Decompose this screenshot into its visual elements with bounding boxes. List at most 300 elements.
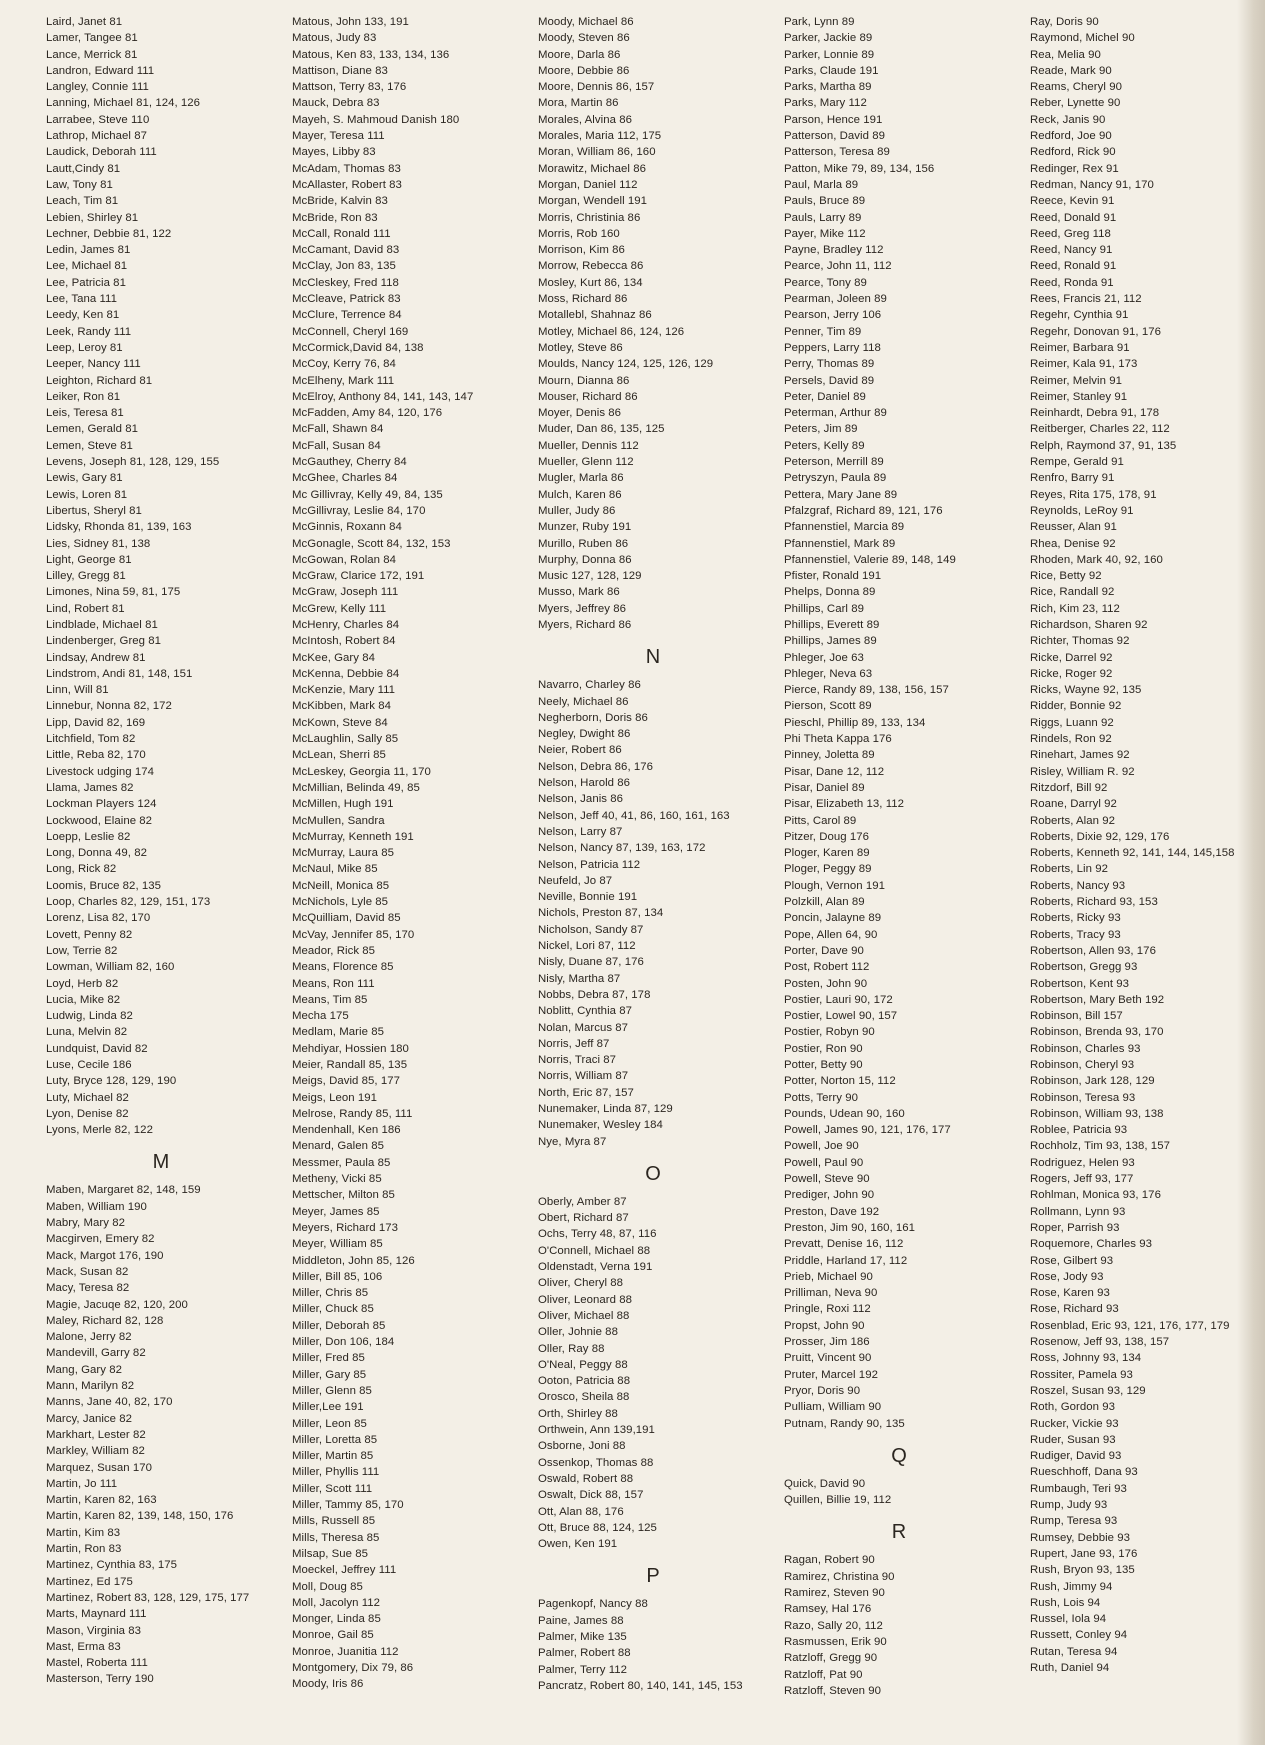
index-entry: Rasmussen, Erik 90	[784, 1635, 887, 1648]
index-entry: McKibben, Mark 84	[292, 700, 391, 713]
index-entry: Ploger, Karen 89	[784, 847, 870, 860]
section-letter-o: O	[645, 1162, 661, 1185]
index-entry: Lind, Robert 81	[46, 602, 125, 615]
index-entry: Nelson, Larry 87	[538, 825, 623, 838]
index-entry: Nelson, Nancy 87, 139, 163, 172	[538, 842, 706, 855]
index-entry: Palmer, Terry 112	[538, 1663, 628, 1676]
index-entry: Pitts, Carol 89	[784, 814, 857, 827]
index-entry: Mang, Gary 82	[46, 1363, 122, 1376]
index-entry: Navarro, Charley 86	[538, 679, 641, 692]
index-entry: Poncin, Jalayne 89	[784, 912, 882, 925]
index-entry: Palmer, Robert 88	[538, 1647, 631, 1660]
index-entry: Phi Theta Kappa 176	[784, 733, 892, 746]
index-entry: Mabry, Mary 82	[46, 1217, 125, 1230]
index-entry: Nicholson, Sandy 87	[538, 923, 644, 936]
index-entry: Renfro, Barry 91	[1030, 472, 1115, 485]
index-entry: Reynolds, LeRoy 91	[1030, 504, 1134, 517]
index-entry: Roberts, Nancy 93	[1030, 879, 1126, 892]
index-entry: Murphy, Donna 86	[538, 553, 632, 566]
index-entry: Reitberger, Charles 22, 112	[1030, 423, 1170, 436]
index-entry: Meier, Randall 85, 135	[292, 1059, 408, 1071]
index-entry: Pfalzgraf, Richard 89, 121, 176	[784, 504, 943, 517]
index-entry: Mulch, Karen 86	[538, 488, 622, 501]
index-entry: Lockwood, Elaine 82	[46, 814, 153, 827]
index-entry: Meyer, William 85	[292, 1238, 383, 1251]
index-entry: Morales, Maria 112, 175	[538, 130, 662, 143]
index-entry: Moore, Dennis 86, 157	[538, 81, 655, 94]
index-entry: Phelps, Donna 89	[784, 586, 876, 599]
index-entry: Pierson, Scott 89	[784, 700, 872, 713]
index-entry: Parks, Claude 191	[784, 64, 879, 77]
index-entry: Mendenhall, Ken 186	[292, 1124, 401, 1137]
index-column-5	[1030, 14, 1240, 1676]
index-entry: Loepp, Leslie 82	[46, 830, 131, 843]
index-entry: Rochholz, Tim 93, 138, 157	[1030, 1140, 1170, 1153]
index-entry: Luse, Cecile 186	[46, 1059, 132, 1071]
index-entry: McLaughlin, Sally 85	[292, 733, 399, 746]
index-entry: Rogers, Jeff 93, 177	[1030, 1173, 1134, 1186]
index-entry: Markhart, Lester 82	[46, 1428, 146, 1441]
index-entry: Petryszyn, Paula 89	[784, 472, 887, 485]
index-entry: Perry, Thomas 89	[784, 358, 875, 371]
index-entry: Pinney, Joletta 89	[784, 749, 875, 762]
index-entry: Marcy, Janice 82	[46, 1412, 133, 1425]
index-entry: Pearce, John 11, 112	[784, 260, 892, 273]
index-entry: Riggs, Luann 92	[1030, 716, 1114, 729]
index-entry: Maben, Margaret 82, 148, 159	[46, 1184, 201, 1197]
index-entry: Nisly, Martha 87	[538, 972, 621, 985]
index-entry: Meigs, David 85, 177	[292, 1075, 401, 1088]
index-entry: Mourn, Dianna 86	[538, 374, 630, 387]
index-entry: Roane, Darryl 92	[1030, 798, 1117, 811]
index-entry: Patterson, David 89	[784, 130, 885, 143]
index-entry: Miller, Chuck 85	[292, 1303, 374, 1316]
index-entry: McMurray, Laura 85	[292, 847, 394, 860]
index-entry: Ramirez, Christina 90	[784, 1570, 895, 1583]
index-entry: Oliver, Cheryl 88	[538, 1277, 624, 1290]
index-entry: Post, Robert 112	[784, 961, 870, 974]
index-entry: McBride, Kalvin 83	[292, 195, 388, 208]
index-entry: Raymond, Michel 90	[1030, 32, 1135, 45]
index-entry: Mecha 175	[292, 1010, 349, 1023]
index-entry: Manns, Jane 40, 82, 170	[46, 1396, 173, 1409]
index-entry: Lipp, David 82, 169	[46, 716, 146, 729]
index-entry: Lilley, Gregg 81	[46, 570, 126, 583]
index-entry: Leis, Teresa 81	[46, 407, 124, 420]
index-entry: Russel, Iola 94	[1030, 1613, 1107, 1626]
index-entry: Linn, Will 81	[46, 684, 109, 697]
index-entry: Litchfield, Tom 82	[46, 733, 136, 746]
index-entry: Payer, Mike 112	[784, 227, 866, 240]
index-entry: Nelson, Harold 86	[538, 777, 631, 790]
index-entry: Powell, Joe 90	[784, 1140, 859, 1153]
index-entry: Leedy, Ken 81	[46, 309, 120, 322]
index-entry: Pearce, Tony 89	[784, 276, 867, 289]
index-entry: Pauls, Bruce 89	[784, 195, 866, 208]
index-entry: Robertson, Mary Beth 192	[1030, 993, 1165, 1006]
index-entry: Moody, Iris 86	[292, 1678, 364, 1691]
index-entry: Pope, Allen 64, 90	[784, 928, 878, 941]
index-entry: Miller, Leon 85	[292, 1417, 367, 1430]
index-entry: Lowman, William 82, 160	[46, 961, 175, 974]
index-entry: Propst, John 90	[784, 1319, 865, 1332]
index-entry: Mayer, Teresa 111	[292, 130, 385, 143]
index-entry: Mueller, Dennis 112	[538, 439, 639, 452]
index-entry: Macy, Teresa 82	[46, 1282, 130, 1295]
index-entry: Rindels, Ron 92	[1030, 733, 1112, 746]
index-entry: Polzkill, Alan 89	[784, 896, 865, 909]
index-entry: Reimer, Stanley 91	[1030, 390, 1128, 403]
index-entry: Moore, Darla 86	[538, 48, 621, 61]
index-entry: Mosley, Kurt 86, 134	[538, 276, 643, 289]
index-entry: McKenzie, Mary 111	[292, 684, 396, 697]
index-entry: Linnebur, Nonna 82, 172	[46, 700, 172, 713]
index-entry: Peters, Jim 89	[784, 423, 858, 436]
index-entry: Mettscher, Milton 85	[292, 1189, 395, 1202]
index-entry: Parson, Hence 191	[784, 113, 883, 126]
index-entry: Posten, John 90	[784, 977, 868, 990]
index-entry: Reyes, Rita 175, 178, 91	[1030, 488, 1157, 501]
index-entry: McAdam, Thomas 83	[292, 162, 401, 175]
index-entry: Pauls, Larry 89	[784, 211, 862, 224]
index-entry: Ramsey, Hal 176	[784, 1603, 872, 1616]
index-entry: Lyon, Denise 82	[46, 1107, 129, 1120]
index-entry: McLean, Sherri 85	[292, 749, 386, 762]
index-entry: Pfannenstiel, Marcia 89	[784, 521, 905, 534]
index-entry: Rice, Betty 92	[1030, 570, 1102, 583]
index-entry: Pruter, Marcel 192	[784, 1368, 878, 1381]
index-entry: Regehr, Donovan 91, 176	[1030, 325, 1161, 338]
index-entry: Rice, Randall 92	[1030, 586, 1115, 599]
index-entry: Norris, Jeff 87	[538, 1037, 610, 1050]
index-entry: Miller, Scott 111	[292, 1482, 373, 1495]
index-entry: Reed, Ronald 91	[1030, 260, 1117, 273]
index-entry: Regehr, Cynthia 91	[1030, 309, 1129, 322]
index-entry: Menard, Galen 85	[292, 1140, 384, 1153]
index-entry: Nobbs, Debra 87, 178	[538, 988, 651, 1001]
index-entry: Robertson, Gregg 93	[1030, 961, 1138, 974]
index-entry: Markley, William 82	[46, 1445, 145, 1458]
index-entry: Putnam, Randy 90, 135	[784, 1417, 905, 1430]
index-entry: Pounds, Udean 90, 160	[784, 1107, 905, 1120]
index-entry: Rush, Lois 94	[1030, 1596, 1101, 1609]
index-entry: Reams, Cheryl 90	[1030, 81, 1122, 94]
index-entry: Phleger, Joe 63	[784, 651, 864, 664]
index-entry: North, Eric 87, 157	[538, 1086, 634, 1099]
index-entry: Long, Rick 82	[46, 863, 117, 876]
index-entry: Miller, Deborah 85	[292, 1319, 386, 1332]
index-entry: Leach, Tim 81	[46, 195, 119, 208]
index-entry: Potter, Norton 15, 112	[784, 1075, 896, 1088]
index-entry: Richter, Thomas 92	[1030, 635, 1130, 648]
index-entry: Roth, Gordon 93	[1030, 1401, 1115, 1414]
index-entry: Lance, Merrick 81	[46, 48, 138, 61]
index-entry: Reece, Kevin 91	[1030, 195, 1115, 208]
index-entry: McCamant, David 83	[292, 244, 400, 257]
index-entry: Martin, Ron 83	[46, 1543, 122, 1556]
index-entry: Roberts, Lin 92	[1030, 863, 1108, 876]
index-entry: Redinger, Rex 91	[1030, 162, 1119, 175]
index-entry: Mehdiyar, Hossien 180	[292, 1042, 409, 1055]
index-entry: Mouser, Richard 86	[538, 390, 638, 403]
index-entry: Morawitz, Michael 86	[538, 162, 646, 175]
index-entry: Matous, Judy 83	[292, 32, 377, 45]
index-entry: Nickel, Lori 87, 112	[538, 940, 636, 953]
index-entry: Pearman, Joleen 89	[784, 293, 887, 306]
index-entry: Lindenberger, Greg 81	[46, 635, 162, 648]
index-entry: Meyer, James 85	[292, 1205, 380, 1218]
index-entry: Reck, Janis 90	[1030, 113, 1106, 126]
index-entry: Rich, Kim 23, 112	[1030, 602, 1120, 615]
index-entry: Martinez, Ed 175	[46, 1575, 133, 1588]
index-entry: Morris, Christinia 86	[538, 211, 641, 224]
index-entry: McFall, Shawn 84	[292, 423, 384, 436]
index-entry: Rosenow, Jeff 93, 138, 157	[1030, 1336, 1170, 1349]
index-entry: Ruder, Susan 93	[1030, 1433, 1116, 1446]
index-entry: Ploger, Peggy 89	[784, 863, 872, 876]
index-entry: Matous, Ken 83, 133, 134, 136	[292, 48, 450, 61]
section-letter-q: Q	[891, 1444, 907, 1467]
index-entry: McGhee, Charles 84	[292, 472, 398, 485]
index-entry: Paul, Marla 89	[784, 178, 859, 191]
index-entry: Loop, Charles 82, 129, 151, 173	[46, 896, 211, 909]
index-entry: Lindsay, Andrew 81	[46, 651, 146, 664]
index-entry: Ragan, Robert 90	[784, 1554, 875, 1567]
index-entry: Lidsky, Rhonda 81, 139, 163	[46, 521, 192, 534]
index-entry: Nunemaker, Wesley 184	[538, 1119, 663, 1132]
index-entry: Relph, Raymond 37, 91, 135	[1030, 439, 1177, 452]
index-entry: Pearson, Jerry 106	[784, 309, 882, 322]
index-entry: Lautt,Cindy 81	[46, 162, 121, 175]
index-entry: Rohlman, Monica 93, 176	[1030, 1189, 1161, 1202]
index-entry: Peppers, Larry 118	[784, 341, 881, 354]
index-entry: Moss, Richard 86	[538, 293, 628, 306]
index-entry: McHenry, Charles 84	[292, 618, 400, 631]
index-entry: Nunemaker, Linda 87, 129	[538, 1103, 673, 1115]
index-entry: McAllaster, Robert 83	[292, 178, 402, 191]
index-entry: Nelson, Janis 86	[538, 793, 624, 806]
index-entry: Oller, Ray 88	[538, 1342, 605, 1355]
index-entry: McNaul, Mike 85	[292, 863, 378, 876]
index-entry: Pfannenstiel, Mark 89	[784, 537, 896, 550]
index-entry: Miller, Fred 85	[292, 1352, 365, 1365]
index-entry: Lemen, Gerald 81	[46, 423, 138, 436]
index-entry: Preston, Jim 90, 160, 161	[784, 1221, 916, 1234]
index-entry: Means, Florence 85	[292, 961, 394, 974]
index-entry: Rempe, Gerald 91	[1030, 456, 1124, 469]
index-entry: Muller, Judy 86	[538, 504, 616, 517]
index-entry: Ledin, James 81	[46, 244, 131, 257]
index-entry: Redford, Joe 90	[1030, 130, 1112, 143]
index-entry: Postier, Lauri 90, 172	[784, 993, 893, 1006]
index-entry: Montgomery, Dix 79, 86	[292, 1661, 414, 1674]
index-entry: McGraw, Clarice 172, 191	[292, 570, 425, 583]
index-entry: Maben, William 190	[46, 1200, 147, 1213]
index-entry: McMullen, Sandra	[292, 814, 385, 827]
index-entry: Morris, Rob 160	[538, 227, 620, 240]
index-entry: Nelson, Jeff 40, 41, 86, 160, 161, 163	[538, 809, 730, 822]
index-entry: Reimer, Melvin 91	[1030, 374, 1123, 387]
index-entry: Morgan, Daniel 112	[538, 178, 638, 191]
index-entry: O'Connell, Michael 88	[538, 1244, 651, 1257]
index-entry: Reed, Greg 118	[1030, 227, 1111, 240]
index-entry: Mattison, Diane 83	[292, 64, 388, 77]
index-entry: Razo, Sally 20, 112	[784, 1619, 883, 1632]
index-entry: Preston, Dave 192	[784, 1205, 880, 1218]
index-entry: Reade, Mark 90	[1030, 64, 1112, 77]
index-entry: Long, Donna 49, 82	[46, 847, 147, 860]
index-entry: Orosco, Sheila 88	[538, 1391, 630, 1404]
index-column-2	[292, 14, 522, 1693]
index-entry: Ramirez, Steven 90	[784, 1587, 885, 1600]
index-entry: Redford, Rick 90	[1030, 146, 1116, 159]
index-entry: Leek, Randy 111	[46, 325, 132, 338]
index-entry: Means, Tim 85	[292, 993, 368, 1006]
index-entry: Miller, Glenn 85	[292, 1384, 372, 1397]
index-entry: Pfister, Ronald 191	[784, 570, 882, 583]
index-entry: Miller, Gary 85	[292, 1368, 367, 1381]
index-entry: Ratzloff, Gregg 90	[784, 1652, 878, 1665]
index-entry: Reed, Donald 91	[1030, 211, 1117, 224]
index-entry: Martinez, Cynthia 83, 175	[46, 1559, 178, 1572]
index-entry: Marquez, Susan 170	[46, 1461, 153, 1474]
index-entry: Pagenkopf, Nancy 88	[538, 1598, 648, 1611]
index-entry: McElroy, Anthony 84, 141, 143, 147	[292, 390, 474, 403]
index-entry: Oberly, Amber 87	[538, 1195, 627, 1208]
index-entry: Pringle, Roxi 112	[784, 1303, 871, 1316]
section-letter-n: N	[645, 646, 661, 669]
index-entry: Oliver, Michael 88	[538, 1309, 630, 1322]
index-entry: Rumbaugh, Teri 93	[1030, 1482, 1127, 1495]
index-entry: Ott, Bruce 88, 124, 125	[538, 1521, 657, 1534]
index-entry: Moll, Doug 85	[292, 1580, 363, 1593]
index-entry: Ratzloff, Steven 90	[784, 1684, 881, 1697]
index-entry: Pitzer, Doug 176	[784, 830, 870, 843]
index-entry: McCleskey, Fred 118	[292, 276, 399, 289]
index-entry: Quillen, Billie 19, 112	[784, 1494, 892, 1507]
index-entry: Lee, Patricia 81	[46, 276, 126, 289]
index-entry: Miller, Bill 85, 106	[292, 1270, 383, 1283]
index-entry: Murillo, Ruben 86	[538, 537, 629, 550]
index-entry: Ricks, Wayne 92, 135	[1030, 684, 1142, 697]
index-entry: Paine, James 88	[538, 1614, 624, 1627]
index-entry: Neufeld, Jo 87	[538, 874, 613, 887]
index-entry: McIntosh, Robert 84	[292, 635, 396, 648]
index-entry: Oswald, Robert 88	[538, 1472, 634, 1485]
index-entry: Rose, Jody 93	[1030, 1270, 1104, 1283]
index-entry: Rollmann, Lynn 93	[1030, 1205, 1126, 1218]
index-entry: Light, George 81	[46, 553, 132, 566]
index-entry: Lewis, Gary 81	[46, 472, 123, 485]
index-entry: McGinnis, Roxann 84	[292, 521, 402, 534]
section-letter-m: M	[152, 1151, 170, 1174]
index-entry: Pfannenstiel, Valerie 89, 148, 149	[784, 553, 956, 566]
index-entry: Morales, Alvina 86	[538, 113, 632, 126]
index-entry: Moulds, Nancy 124, 125, 126, 129	[538, 358, 714, 371]
index-entry: Rush, Jimmy 94	[1030, 1580, 1113, 1593]
index-entry: Rea, Melia 90	[1030, 48, 1101, 61]
index-entry: Larrabee, Steve 110	[46, 113, 150, 126]
index-entry: Libertus, Sheryl 81	[46, 504, 142, 517]
index-entry: Robertson, Kent 93	[1030, 977, 1130, 990]
index-entry: Martin, Kim 83	[46, 1526, 121, 1539]
index-entry: Means, Ron 111	[292, 977, 375, 990]
index-entry: Luty, Michael 82	[46, 1091, 129, 1104]
index-entry: Moyer, Denis 86	[538, 407, 622, 420]
index-entry: Postier, Ron 90	[784, 1042, 863, 1055]
index-entry: Negley, Dwight 86	[538, 728, 631, 741]
index-entry: Pancratz, Robert 80, 140, 141, 145, 153	[538, 1679, 743, 1692]
index-entry: Phillips, Everett 89	[784, 618, 880, 631]
index-entry: Russett, Conley 94	[1030, 1629, 1128, 1642]
index-column-4	[784, 14, 1014, 1699]
index-entry: Robinson, Jark 128, 129	[1030, 1075, 1155, 1088]
index-entry: Ludwig, Linda 82	[46, 1010, 133, 1023]
index-entry: Leiker, Ron 81	[46, 390, 121, 403]
index-entry: Martinez, Robert 83, 128, 129, 175, 177	[46, 1591, 250, 1604]
index-entry: Pisar, Dane 12, 112	[784, 765, 885, 778]
index-entry: McMurray, Kenneth 191	[292, 830, 414, 843]
index-entry: Persels, David 89	[784, 374, 875, 387]
index-entry: Martin, Jo 111	[46, 1477, 118, 1490]
index-entry: Prilliman, Neva 90	[784, 1287, 878, 1300]
index-entry: Laird, Janet 81	[46, 16, 123, 28]
index-entry: Orthwein, Ann 139,191	[538, 1424, 655, 1437]
index-entry: Plough, Vernon 191	[784, 879, 885, 892]
index-entry: Norris, Traci 87	[538, 1054, 617, 1067]
index-entry: Neier, Robert 86	[538, 744, 622, 757]
index-entry: McKee, Gary 84	[292, 651, 375, 664]
index-entry: Parks, Mary 112	[784, 97, 867, 110]
index-entry: Lyons, Merle 82, 122	[46, 1124, 153, 1137]
index-entry: Ricke, Roger 92	[1030, 667, 1113, 680]
index-entry: Norris, William 87	[538, 1070, 629, 1083]
index-entry: Park, Lynn 89	[784, 16, 855, 28]
index-entry: Parks, Martha 89	[784, 81, 872, 94]
index-entry: Moeckel, Jeffrey 111	[292, 1564, 397, 1577]
index-entry: Penner, Tim 89	[784, 325, 862, 338]
index-entry: Oliver, Leonard 88	[538, 1293, 632, 1306]
index-entry: Lemen, Steve 81	[46, 439, 133, 452]
index-entry: Rose, Richard 93	[1030, 1303, 1119, 1316]
index-entry: Patton, Mike 79, 89, 134, 156	[784, 162, 935, 175]
index-entry: Negherborn, Doris 86	[538, 711, 648, 724]
index-entry: Potts, Terry 90	[784, 1091, 858, 1104]
index-entry: Peter, Daniel 89	[784, 390, 866, 403]
index-entry: Pruitt, Vincent 90	[784, 1352, 872, 1365]
index-entry: Powell, Paul 90	[784, 1156, 864, 1169]
index-entry: Obert, Richard 87	[538, 1212, 629, 1225]
index-entry: Lanning, Michael 81, 124, 126	[46, 97, 201, 110]
index-entry: Myers, Jeffrey 86	[538, 602, 626, 615]
index-entry: Orth, Shirley 88	[538, 1407, 618, 1420]
index-entry: Rodriguez, Helen 93	[1030, 1156, 1135, 1169]
index-entry: Lindstrom, Andi 81, 148, 151	[46, 667, 193, 680]
index-entry: McVay, Jennifer 85, 170	[292, 928, 415, 941]
index-entry: Parker, Lonnie 89	[784, 48, 875, 61]
index-entry: Pierce, Randy 89, 138, 156, 157	[784, 684, 949, 697]
index-entry: Morrow, Rebecca 86	[538, 260, 644, 273]
index-entry: Monroe, Juanitia 112	[292, 1645, 399, 1658]
index-entry: Rose, Karen 93	[1030, 1287, 1110, 1300]
index-entry: Musso, Mark 86	[538, 586, 620, 599]
index-entry: Payne, Bradley 112	[784, 244, 884, 257]
index-entry: McNichols, Lyle 85	[292, 896, 389, 909]
index-entry: Loomis, Bruce 82, 135	[46, 879, 162, 892]
index-entry: Pisar, Daniel 89	[784, 781, 865, 794]
index-entry: Landron, Edward 111	[46, 64, 155, 77]
index-entry: Roberts, Ricky 93	[1030, 912, 1121, 925]
